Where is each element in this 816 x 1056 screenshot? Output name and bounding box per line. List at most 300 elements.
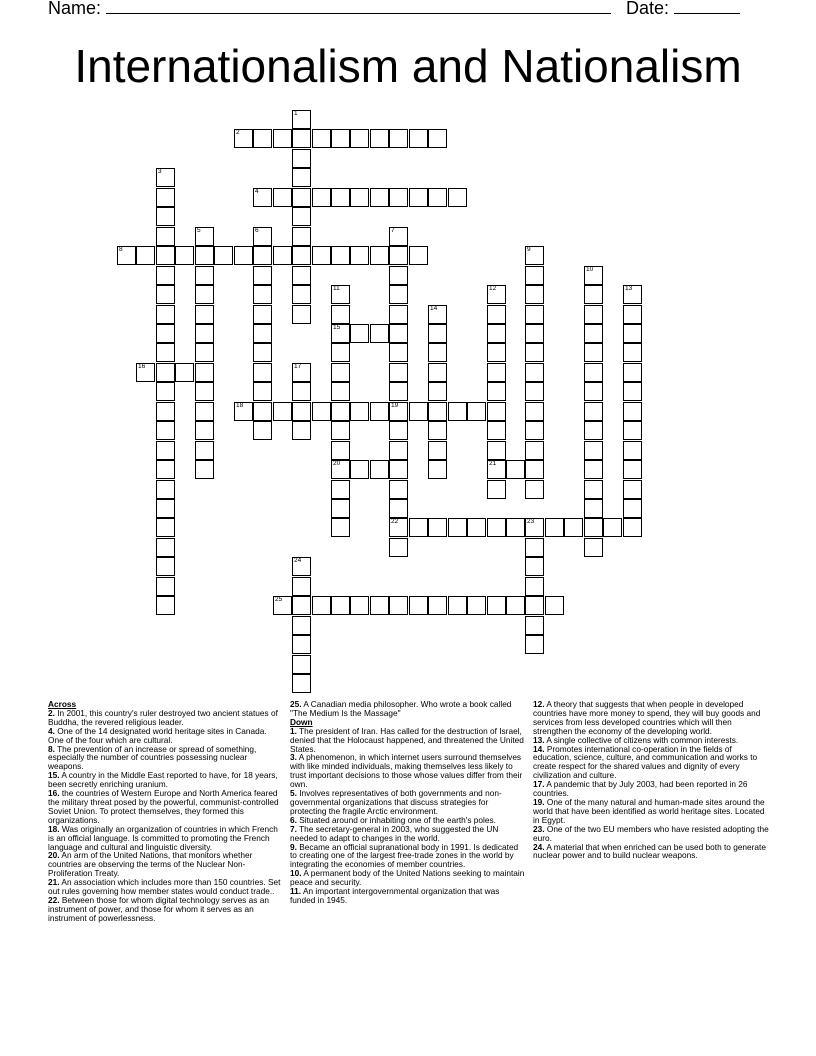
grid-cell[interactable] xyxy=(448,518,467,537)
grid-cell[interactable] xyxy=(331,402,350,421)
clue-text: Was originally an organization of countries in which French is an official language. Is committed to promoting the French language and cultural and linguistic diversity. xyxy=(48,823,278,852)
clue-number: 21 xyxy=(489,460,497,467)
grid-cell[interactable] xyxy=(175,363,194,382)
grid-cell[interactable] xyxy=(331,480,350,499)
grid-cell[interactable] xyxy=(428,382,447,401)
grid-cell[interactable] xyxy=(525,538,544,557)
clue-number: 14 xyxy=(430,305,438,312)
clue-item xyxy=(290,887,526,905)
grid-cell[interactable] xyxy=(156,538,175,557)
grid-cell[interactable] xyxy=(156,577,175,596)
grid-cell[interactable] xyxy=(331,324,350,343)
grid-cell[interactable] xyxy=(370,324,389,343)
grid-cell[interactable] xyxy=(136,363,155,382)
clue-num: 14. xyxy=(533,743,545,754)
clue-num: 19. xyxy=(533,796,545,807)
clue-number: 5 xyxy=(197,227,201,234)
clue-num: 6. xyxy=(290,814,297,825)
clue-item xyxy=(48,745,282,772)
grid-cell[interactable] xyxy=(389,363,408,382)
grid-cell[interactable] xyxy=(428,324,447,343)
grid-cell[interactable] xyxy=(525,480,544,499)
grid-cell[interactable] xyxy=(195,305,214,324)
grid-cell[interactable] xyxy=(525,382,544,401)
clue-text: An association which includes more than 150 countries. Set out rules governing how member states would conduct trade.. xyxy=(48,877,281,897)
grid-cell[interactable] xyxy=(292,557,311,576)
grid-cell[interactable] xyxy=(292,227,311,246)
grid-cell[interactable] xyxy=(292,635,311,654)
grid-cell[interactable] xyxy=(292,421,311,440)
grid-cell[interactable] xyxy=(623,480,642,499)
grid-cell[interactable] xyxy=(195,324,214,343)
grid-cell[interactable] xyxy=(389,460,408,479)
grid-cell[interactable] xyxy=(234,129,253,148)
clue-item xyxy=(48,727,282,745)
grid-cell[interactable] xyxy=(525,460,544,479)
grid-cell[interactable] xyxy=(234,402,253,421)
grid-cell[interactable] xyxy=(292,577,311,596)
grid-cell[interactable] xyxy=(623,343,642,362)
grid-cell[interactable] xyxy=(525,441,544,460)
grid-cell[interactable] xyxy=(195,441,214,460)
clue-text: One of the two EU members who have resisted adopting the euro. xyxy=(533,823,769,843)
clue-section-heading: Down xyxy=(290,716,313,727)
grid-cell[interactable] xyxy=(156,188,175,207)
grid-cell[interactable] xyxy=(253,188,272,207)
grid-cell[interactable] xyxy=(584,305,603,324)
grid-cell[interactable] xyxy=(389,266,408,285)
clue-number: 8 xyxy=(119,246,123,253)
clue-num: 17. xyxy=(533,779,545,790)
grid-cell[interactable] xyxy=(350,246,369,265)
grid-cell[interactable] xyxy=(603,518,622,537)
grid-cell[interactable] xyxy=(156,518,175,537)
grid-cell[interactable] xyxy=(253,363,272,382)
grid-cell[interactable] xyxy=(331,382,350,401)
grid-cell[interactable] xyxy=(623,499,642,518)
grid-cell[interactable] xyxy=(389,188,408,207)
grid-cell[interactable] xyxy=(506,518,525,537)
grid-cell[interactable] xyxy=(389,518,408,537)
grid-cell[interactable] xyxy=(156,305,175,324)
clue-number: 23 xyxy=(527,518,535,525)
clue-num: 12. xyxy=(533,699,545,709)
grid-cell[interactable] xyxy=(253,324,272,343)
grid-cell[interactable] xyxy=(487,441,506,460)
grid-cell[interactable] xyxy=(292,402,311,421)
grid-cell[interactable] xyxy=(156,499,175,518)
grid-cell[interactable] xyxy=(273,596,292,615)
grid-cell[interactable] xyxy=(156,324,175,343)
grid-cell[interactable] xyxy=(175,246,194,265)
grid-cell[interactable] xyxy=(428,460,447,479)
grid-cell[interactable] xyxy=(331,343,350,362)
clue-number: 19 xyxy=(391,402,399,409)
grid-cell[interactable] xyxy=(525,635,544,654)
grid-cell[interactable] xyxy=(467,596,486,615)
name-label: Name: xyxy=(48,0,102,18)
grid-cell[interactable] xyxy=(370,402,389,421)
grid-cell[interactable] xyxy=(195,421,214,440)
grid-cell[interactable] xyxy=(448,596,467,615)
grid-cell[interactable] xyxy=(370,460,389,479)
grid-cell[interactable] xyxy=(525,557,544,576)
grid-cell[interactable] xyxy=(584,441,603,460)
grid-cell[interactable] xyxy=(331,363,350,382)
grid-cell[interactable] xyxy=(409,402,428,421)
grid-cell[interactable] xyxy=(370,129,389,148)
grid-cell[interactable] xyxy=(487,480,506,499)
grid-cell[interactable] xyxy=(584,363,603,382)
clue-item xyxy=(533,843,769,861)
clue-num: 21. xyxy=(48,877,60,888)
grid-cell[interactable] xyxy=(584,402,603,421)
grid-cell[interactable] xyxy=(525,285,544,304)
clues-column-2 xyxy=(290,700,526,905)
grid-cell[interactable] xyxy=(506,460,525,479)
clue-num: 18. xyxy=(48,823,60,834)
grid-cell[interactable] xyxy=(350,324,369,343)
grid-cell[interactable] xyxy=(156,480,175,499)
grid-cell[interactable] xyxy=(623,402,642,421)
grid-cell[interactable] xyxy=(292,129,311,148)
grid-cell[interactable] xyxy=(331,285,350,304)
grid-cell[interactable] xyxy=(331,518,350,537)
grid-cell[interactable] xyxy=(467,518,486,537)
grid-cell[interactable] xyxy=(428,596,447,615)
grid-cell[interactable] xyxy=(253,402,272,421)
grid-cell[interactable] xyxy=(331,421,350,440)
grid-cell[interactable] xyxy=(195,382,214,401)
grid-cell[interactable] xyxy=(156,363,175,382)
grid-cell[interactable] xyxy=(136,246,155,265)
grid-cell[interactable] xyxy=(389,382,408,401)
grid-cell[interactable] xyxy=(487,596,506,615)
grid-cell[interactable] xyxy=(487,460,506,479)
grid-cell[interactable] xyxy=(389,441,408,460)
clue-number: 12 xyxy=(489,285,497,292)
clue-text: A material that when enriched can be used both to generate nuclear power and to build nuclear weapons. xyxy=(533,841,766,861)
grid-cell[interactable] xyxy=(584,421,603,440)
grid-cell[interactable] xyxy=(292,674,311,693)
grid-cell[interactable] xyxy=(525,324,544,343)
grid-cell[interactable] xyxy=(292,168,311,187)
grid-cell[interactable] xyxy=(331,499,350,518)
grid-cell[interactable] xyxy=(156,402,175,421)
grid-cell[interactable] xyxy=(253,227,272,246)
clue-item xyxy=(290,753,526,789)
date-label: Date: xyxy=(626,0,670,18)
grid-cell[interactable] xyxy=(389,227,408,246)
clue-item xyxy=(290,825,526,843)
grid-cell[interactable] xyxy=(156,441,175,460)
grid-cell[interactable] xyxy=(389,402,408,421)
grid-cell[interactable] xyxy=(292,655,311,674)
clue-number: 25 xyxy=(275,596,283,603)
grid-cell[interactable] xyxy=(487,421,506,440)
grid-cell[interactable] xyxy=(428,129,447,148)
clue-number: 4 xyxy=(255,188,259,195)
grid-cell[interactable] xyxy=(292,363,311,382)
grid-cell[interactable] xyxy=(214,246,233,265)
clue-num: 3. xyxy=(290,752,297,763)
grid-cell[interactable] xyxy=(584,266,603,285)
clue-item xyxy=(290,727,526,754)
grid-cell[interactable] xyxy=(389,343,408,362)
grid-cell[interactable] xyxy=(584,285,603,304)
grid-cell[interactable] xyxy=(370,246,389,265)
grid-cell[interactable] xyxy=(156,285,175,304)
grid-cell[interactable] xyxy=(584,382,603,401)
grid-cell[interactable] xyxy=(525,305,544,324)
grid-cell[interactable] xyxy=(389,246,408,265)
grid-cell[interactable] xyxy=(156,266,175,285)
grid-cell[interactable] xyxy=(545,596,564,615)
grid-cell[interactable] xyxy=(487,363,506,382)
grid-cell[interactable] xyxy=(312,246,331,265)
grid-cell[interactable] xyxy=(292,382,311,401)
grid-cell[interactable] xyxy=(253,266,272,285)
grid-cell[interactable] xyxy=(331,188,350,207)
clue-num: 23. xyxy=(533,823,545,834)
grid-cell[interactable] xyxy=(350,188,369,207)
grid-cell[interactable] xyxy=(487,285,506,304)
grid-cell[interactable] xyxy=(273,402,292,421)
grid-cell[interactable] xyxy=(253,246,272,265)
grid-cell[interactable] xyxy=(195,227,214,246)
grid-cell[interactable] xyxy=(428,518,447,537)
grid-cell[interactable] xyxy=(195,460,214,479)
grid-cell[interactable] xyxy=(389,129,408,148)
grid-cell[interactable] xyxy=(312,188,331,207)
grid-cell[interactable] xyxy=(623,460,642,479)
grid-cell[interactable] xyxy=(428,305,447,324)
grid-cell[interactable] xyxy=(623,285,642,304)
clue-num: 8. xyxy=(48,743,55,754)
clue-text: A Canadian media philosopher. Who wrote a book called "The Medium Is the Massage" xyxy=(290,699,512,718)
grid-cell[interactable] xyxy=(525,343,544,362)
clue-item xyxy=(48,709,282,727)
grid-cell[interactable] xyxy=(156,207,175,226)
grid-cell[interactable] xyxy=(195,343,214,362)
grid-cell[interactable] xyxy=(409,596,428,615)
grid-cell[interactable] xyxy=(331,246,350,265)
clue-text: An important intergovernmental organization that was funded in 1945. xyxy=(290,886,500,905)
grid-cell[interactable] xyxy=(428,363,447,382)
grid-cell[interactable] xyxy=(156,246,175,265)
clue-number: 17 xyxy=(294,363,302,370)
clue-text: Involves representatives of both governments and non-governmental organizations that discuss strategies for protecting the fragile Arctic environment. xyxy=(290,788,502,816)
grid-cell[interactable] xyxy=(253,421,272,440)
grid-cell[interactable] xyxy=(292,305,311,324)
grid-cell[interactable] xyxy=(156,227,175,246)
clue-text: An arm of the United Nations, that monitors whether countries are observing the terms of the Nuclear Non-Proliferation Treaty. xyxy=(48,850,253,879)
clue-number: 13 xyxy=(625,285,633,292)
clue-item xyxy=(290,700,526,718)
clue-text: the countries of Western Europe and North America feared the military threat posed by the powerful, communist-controlled Soviet Union. To protect themselves, they formed this organizations. xyxy=(48,788,279,825)
grid-cell[interactable] xyxy=(525,363,544,382)
clue-number: 16 xyxy=(138,363,146,370)
grid-cell[interactable] xyxy=(409,246,428,265)
grid-cell[interactable] xyxy=(389,324,408,343)
grid-cell[interactable] xyxy=(312,402,331,421)
grid-cell[interactable] xyxy=(370,188,389,207)
clue-number: 22 xyxy=(391,518,399,525)
clue-section-heading: Across xyxy=(48,699,77,709)
grid-cell[interactable] xyxy=(389,480,408,499)
grid-cell[interactable] xyxy=(525,266,544,285)
grid-cell[interactable] xyxy=(253,129,272,148)
clue-item xyxy=(48,789,282,825)
grid-cell[interactable] xyxy=(487,382,506,401)
grid-cell[interactable] xyxy=(623,518,642,537)
grid-cell[interactable] xyxy=(156,596,175,615)
grid-cell[interactable] xyxy=(487,402,506,421)
clue-text: A phenomenon, in which internet users surround themselves with like minded individuals, making themselves less likely to trust important decisions to those whose values differ from their own. xyxy=(290,752,523,790)
grid-cell[interactable] xyxy=(156,557,175,576)
clue-item xyxy=(533,780,769,798)
clue-number: 3 xyxy=(158,168,162,175)
grid-cell[interactable] xyxy=(564,518,583,537)
grid-cell[interactable] xyxy=(487,518,506,537)
grid-cell[interactable] xyxy=(487,324,506,343)
grid-cell[interactable] xyxy=(156,382,175,401)
grid-cell[interactable] xyxy=(584,460,603,479)
grid-cell[interactable] xyxy=(273,188,292,207)
grid-cell[interactable] xyxy=(623,382,642,401)
clue-number: 20 xyxy=(333,460,341,467)
grid-cell[interactable] xyxy=(389,421,408,440)
grid-cell[interactable] xyxy=(584,324,603,343)
grid-cell[interactable] xyxy=(525,518,544,537)
grid-cell[interactable] xyxy=(584,499,603,518)
grid-cell[interactable] xyxy=(253,305,272,324)
grid-cell[interactable] xyxy=(525,402,544,421)
grid-cell[interactable] xyxy=(292,207,311,226)
clue-number: 7 xyxy=(391,227,395,234)
grid-cell[interactable] xyxy=(370,596,389,615)
grid-cell[interactable] xyxy=(584,480,603,499)
grid-cell[interactable] xyxy=(623,441,642,460)
grid-cell[interactable] xyxy=(389,538,408,557)
grid-cell[interactable] xyxy=(117,246,136,265)
grid-cell[interactable] xyxy=(292,616,311,635)
grid-cell[interactable] xyxy=(389,596,408,615)
grid-cell[interactable] xyxy=(156,343,175,362)
clue-item xyxy=(48,825,282,852)
grid-cell[interactable] xyxy=(428,421,447,440)
grid-cell[interactable] xyxy=(525,577,544,596)
grid-cell[interactable] xyxy=(253,382,272,401)
grid-cell[interactable] xyxy=(273,246,292,265)
grid-cell[interactable] xyxy=(331,596,350,615)
grid-cell[interactable] xyxy=(525,616,544,635)
grid-cell[interactable] xyxy=(331,441,350,460)
grid-cell[interactable] xyxy=(623,421,642,440)
clue-text: The president of Iran. Has called for the destruction of Israel, denied that the Holocaust happened, and threatened the United States. xyxy=(290,725,524,754)
grid-cell[interactable] xyxy=(350,596,369,615)
grid-cell[interactable] xyxy=(292,596,311,615)
grid-cell[interactable] xyxy=(331,129,350,148)
grid-cell[interactable] xyxy=(292,285,311,304)
grid-cell[interactable] xyxy=(156,421,175,440)
grid-cell[interactable] xyxy=(584,343,603,362)
grid-cell[interactable] xyxy=(292,188,311,207)
clue-num: 5. xyxy=(290,788,297,799)
grid-cell[interactable] xyxy=(156,460,175,479)
grid-cell[interactable] xyxy=(292,246,311,265)
grid-cell[interactable] xyxy=(156,168,175,187)
grid-cell[interactable] xyxy=(273,129,292,148)
grid-cell[interactable] xyxy=(525,596,544,615)
grid-cell[interactable] xyxy=(312,596,331,615)
grid-cell[interactable] xyxy=(584,538,603,557)
grid-cell[interactable] xyxy=(409,188,428,207)
grid-cell[interactable] xyxy=(428,441,447,460)
grid-cell[interactable] xyxy=(525,246,544,265)
grid-cell[interactable] xyxy=(525,421,544,440)
grid-cell[interactable] xyxy=(409,518,428,537)
grid-cell[interactable] xyxy=(623,305,642,324)
grid-cell[interactable] xyxy=(487,343,506,362)
grid-cell[interactable] xyxy=(545,518,564,537)
grid-cell[interactable] xyxy=(389,285,408,304)
grid-cell[interactable] xyxy=(195,285,214,304)
clue-item xyxy=(533,700,769,736)
grid-cell[interactable] xyxy=(292,149,311,168)
grid-cell[interactable] xyxy=(234,246,253,265)
clue-num: 25. xyxy=(290,699,302,709)
grid-cell[interactable] xyxy=(467,402,486,421)
grid-cell[interactable] xyxy=(331,460,350,479)
clue-num: 16. xyxy=(48,788,60,799)
grid-cell[interactable] xyxy=(623,363,642,382)
grid-cell[interactable] xyxy=(195,363,214,382)
grid-cell[interactable] xyxy=(487,305,506,324)
clue-num: 7. xyxy=(290,823,297,834)
clue-text: In 2001, this country's ruler destroyed two ancient statues of Buddha, the revered religious leader. xyxy=(48,707,278,727)
grid-cell[interactable] xyxy=(195,246,214,265)
grid-cell[interactable] xyxy=(506,596,525,615)
clue-number: 24 xyxy=(294,557,302,564)
clue-item xyxy=(48,851,282,878)
grid-cell[interactable] xyxy=(428,343,447,362)
grid-cell[interactable] xyxy=(623,324,642,343)
grid-cell[interactable] xyxy=(584,518,603,537)
grid-cell[interactable] xyxy=(448,188,467,207)
grid-cell[interactable] xyxy=(428,188,447,207)
grid-cell[interactable] xyxy=(389,305,408,324)
grid-cell[interactable] xyxy=(350,129,369,148)
grid-cell[interactable] xyxy=(292,110,311,129)
grid-cell[interactable] xyxy=(195,266,214,285)
grid-cell[interactable] xyxy=(253,285,272,304)
grid-cell[interactable] xyxy=(350,402,369,421)
clue-num: 22. xyxy=(48,894,60,905)
grid-cell[interactable] xyxy=(292,266,311,285)
grid-cell[interactable] xyxy=(253,343,272,362)
clue-text: A permanent body of the United Nations seeking to maintain peace and security. xyxy=(290,868,525,888)
clue-number: 10 xyxy=(586,266,594,273)
grid-cell[interactable] xyxy=(409,129,428,148)
grid-cell[interactable] xyxy=(312,129,331,148)
grid-cell[interactable] xyxy=(448,402,467,421)
grid-cell[interactable] xyxy=(389,499,408,518)
grid-cell[interactable] xyxy=(350,460,369,479)
grid-cell[interactable] xyxy=(428,402,447,421)
grid-cell[interactable] xyxy=(195,402,214,421)
grid-cell[interactable] xyxy=(331,305,350,324)
